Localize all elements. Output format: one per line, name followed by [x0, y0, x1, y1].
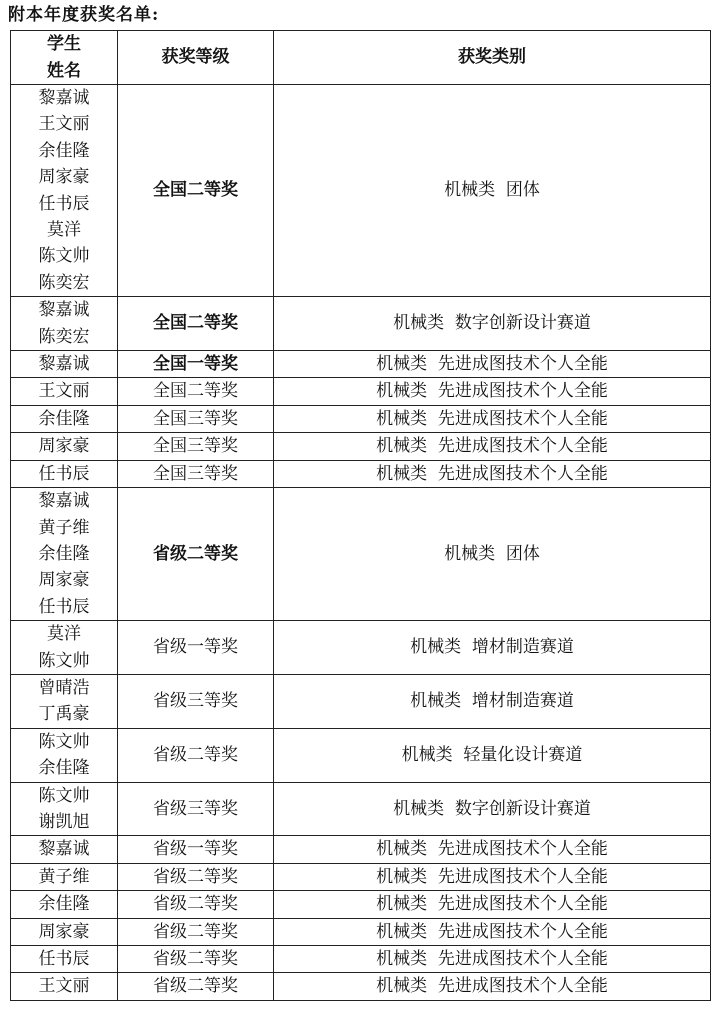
award-level-cell: 省级二等奖 [118, 918, 274, 945]
student-names-cell [11, 836, 118, 863]
award-level-cell: 省级三等奖 [118, 674, 274, 728]
award-level-cell: 省级二等奖 [118, 863, 274, 890]
student-names-cell [11, 297, 118, 351]
student-names-cell [11, 918, 118, 945]
student-name: 余佳隆 [38, 894, 90, 915]
award-level-cell: 省级二等奖 [118, 973, 274, 1000]
header-award-level: 获奖等级 [118, 31, 274, 85]
award-category-cell [274, 378, 711, 405]
award-category-cell [274, 891, 711, 918]
student-names-cell [11, 378, 118, 405]
award-level-cell: 全国二等奖 [118, 85, 274, 297]
student-names-cell [11, 674, 118, 728]
student-name: 余佳隆 [38, 543, 90, 564]
award-category-text: 机械类 数字创新设计赛道 [393, 313, 591, 334]
award-category-text: 机械类 先进成图技术个人全能 [376, 894, 608, 915]
award-category-cell [274, 863, 711, 890]
table-row [11, 405, 711, 432]
table-row [11, 728, 711, 782]
award-level-cell: 全国三等奖 [118, 405, 274, 432]
award-category-text: 机械类 先进成图技术个人全能 [376, 436, 608, 457]
student-name: 王文丽 [38, 114, 90, 135]
award-category-cell [274, 946, 711, 973]
student-names-cell [11, 973, 118, 1000]
student-name: 丁禹豪 [38, 704, 90, 725]
award-level-cell: 全国一等奖 [118, 351, 274, 378]
table-row [11, 85, 711, 297]
student-name: 莫洋 [47, 624, 81, 645]
student-names-cell [11, 891, 118, 918]
student-name: 王文丽 [38, 381, 90, 402]
student-name: 任书辰 [38, 463, 90, 484]
header-student-name-line-1: 学生 [47, 34, 81, 55]
student-name: 任书辰 [38, 193, 90, 214]
award-category-cell [274, 621, 711, 675]
table-row [11, 460, 711, 487]
award-category-text: 机械类 先进成图技术个人全能 [376, 381, 608, 402]
table-row [11, 946, 711, 973]
award-category-cell [274, 674, 711, 728]
table-row [11, 621, 711, 675]
student-name: 黎嘉诚 [38, 839, 90, 860]
student-name: 黎嘉诚 [38, 88, 90, 108]
student-names-cell [11, 621, 118, 675]
award-category-cell [274, 297, 711, 351]
award-level-cell: 省级三等奖 [118, 782, 274, 836]
award-category-text: 机械类 团体 [444, 180, 540, 201]
student-name: 陈奕宏 [38, 272, 90, 293]
award-level-cell: 全国三等奖 [118, 433, 274, 460]
document-heading: 附本年度获奖名单: [8, 5, 160, 25]
award-category-cell [274, 728, 711, 782]
table-row [11, 433, 711, 460]
student-name: 任书辰 [38, 596, 90, 617]
award-category-cell [274, 836, 711, 863]
student-names-cell [11, 405, 118, 432]
student-names-cell [11, 863, 118, 890]
student-name: 黎嘉诚 [38, 300, 90, 321]
student-name: 陈文帅 [38, 246, 90, 267]
table-row [11, 297, 711, 351]
student-names-cell [11, 351, 118, 378]
student-name: 黄子维 [38, 866, 90, 887]
award-category-cell [274, 405, 711, 432]
student-name: 陈奕宏 [38, 326, 90, 347]
table-row [11, 488, 711, 621]
award-level-cell: 全国二等奖 [118, 378, 274, 405]
table-row [11, 782, 711, 836]
student-name: 谢凯旭 [38, 811, 90, 832]
award-level-cell: 省级二等奖 [118, 946, 274, 973]
header-student-name-line-2: 姓名 [47, 60, 81, 81]
award-category-cell [274, 85, 711, 297]
award-category-text: 机械类 先进成图技术个人全能 [376, 354, 608, 375]
student-name: 陈文帅 [38, 785, 90, 806]
award-table [10, 30, 711, 1001]
student-name: 周家豪 [38, 436, 90, 457]
student-name: 周家豪 [38, 570, 90, 591]
award-category-cell [274, 433, 711, 460]
table-row [11, 863, 711, 890]
award-category-cell [274, 351, 711, 378]
award-category-text: 机械类 先进成图技术个人全能 [376, 949, 608, 969]
student-names-cell [11, 85, 118, 297]
table-row [11, 973, 711, 1000]
award-category-cell [274, 973, 711, 1000]
award-rows [11, 85, 711, 1001]
student-name: 曾晴浩 [38, 677, 90, 698]
header-award-category: 获奖类别 [274, 31, 711, 85]
table-header-row [11, 31, 711, 85]
student-name: 黄子维 [38, 517, 90, 538]
award-level-cell: 全国二等奖 [118, 297, 274, 351]
student-name: 周家豪 [38, 167, 90, 188]
award-category-text: 机械类 团体 [444, 543, 540, 564]
table-row [11, 918, 711, 945]
student-name: 余佳隆 [38, 140, 90, 161]
award-level-cell: 全国三等奖 [118, 460, 274, 487]
student-name: 余佳隆 [38, 408, 90, 429]
award-level-cell: 省级一等奖 [118, 836, 274, 863]
student-name: 黎嘉诚 [38, 491, 90, 512]
award-level-cell: 省级二等奖 [118, 728, 274, 782]
award-category-text: 机械类 数字创新设计赛道 [393, 798, 591, 819]
table-row [11, 836, 711, 863]
student-names-cell [11, 728, 118, 782]
student-name: 任书辰 [38, 949, 90, 969]
student-name: 陈文帅 [38, 650, 90, 671]
award-category-text: 机械类 先进成图技术个人全能 [376, 921, 608, 942]
student-names-cell [11, 488, 118, 621]
table-row [11, 674, 711, 728]
student-name: 王文丽 [38, 976, 90, 997]
award-level-cell: 省级二等奖 [118, 891, 274, 918]
student-names-cell [11, 946, 118, 973]
student-name: 莫洋 [47, 220, 81, 241]
table-row [11, 891, 711, 918]
award-category-text: 机械类 轻量化设计赛道 [401, 744, 583, 765]
award-category-cell [274, 782, 711, 836]
table-row [11, 378, 711, 405]
student-name: 余佳隆 [38, 758, 90, 779]
award-category-cell [274, 460, 711, 487]
student-name: 周家豪 [38, 921, 90, 942]
table-row [11, 351, 711, 378]
award-category-cell [274, 918, 711, 945]
header-student-name [11, 31, 118, 85]
award-level-cell: 省级一等奖 [118, 621, 274, 675]
award-category-text: 机械类 先进成图技术个人全能 [376, 463, 608, 484]
student-names-cell [11, 782, 118, 836]
student-names-cell [11, 433, 118, 460]
student-name: 黎嘉诚 [38, 354, 90, 375]
award-category-text: 机械类 增材制造赛道 [410, 637, 574, 658]
student-name: 陈文帅 [38, 731, 90, 752]
award-category-text: 机械类 先进成图技术个人全能 [376, 976, 608, 997]
award-category-text: 机械类 先进成图技术个人全能 [376, 866, 608, 887]
student-names-cell [11, 460, 118, 487]
award-category-text: 机械类 先进成图技术个人全能 [376, 408, 608, 429]
award-category-cell [274, 488, 711, 621]
award-level-cell: 省级二等奖 [118, 488, 274, 621]
award-category-text: 机械类 先进成图技术个人全能 [376, 839, 608, 860]
award-category-text: 机械类 增材制造赛道 [410, 691, 574, 712]
